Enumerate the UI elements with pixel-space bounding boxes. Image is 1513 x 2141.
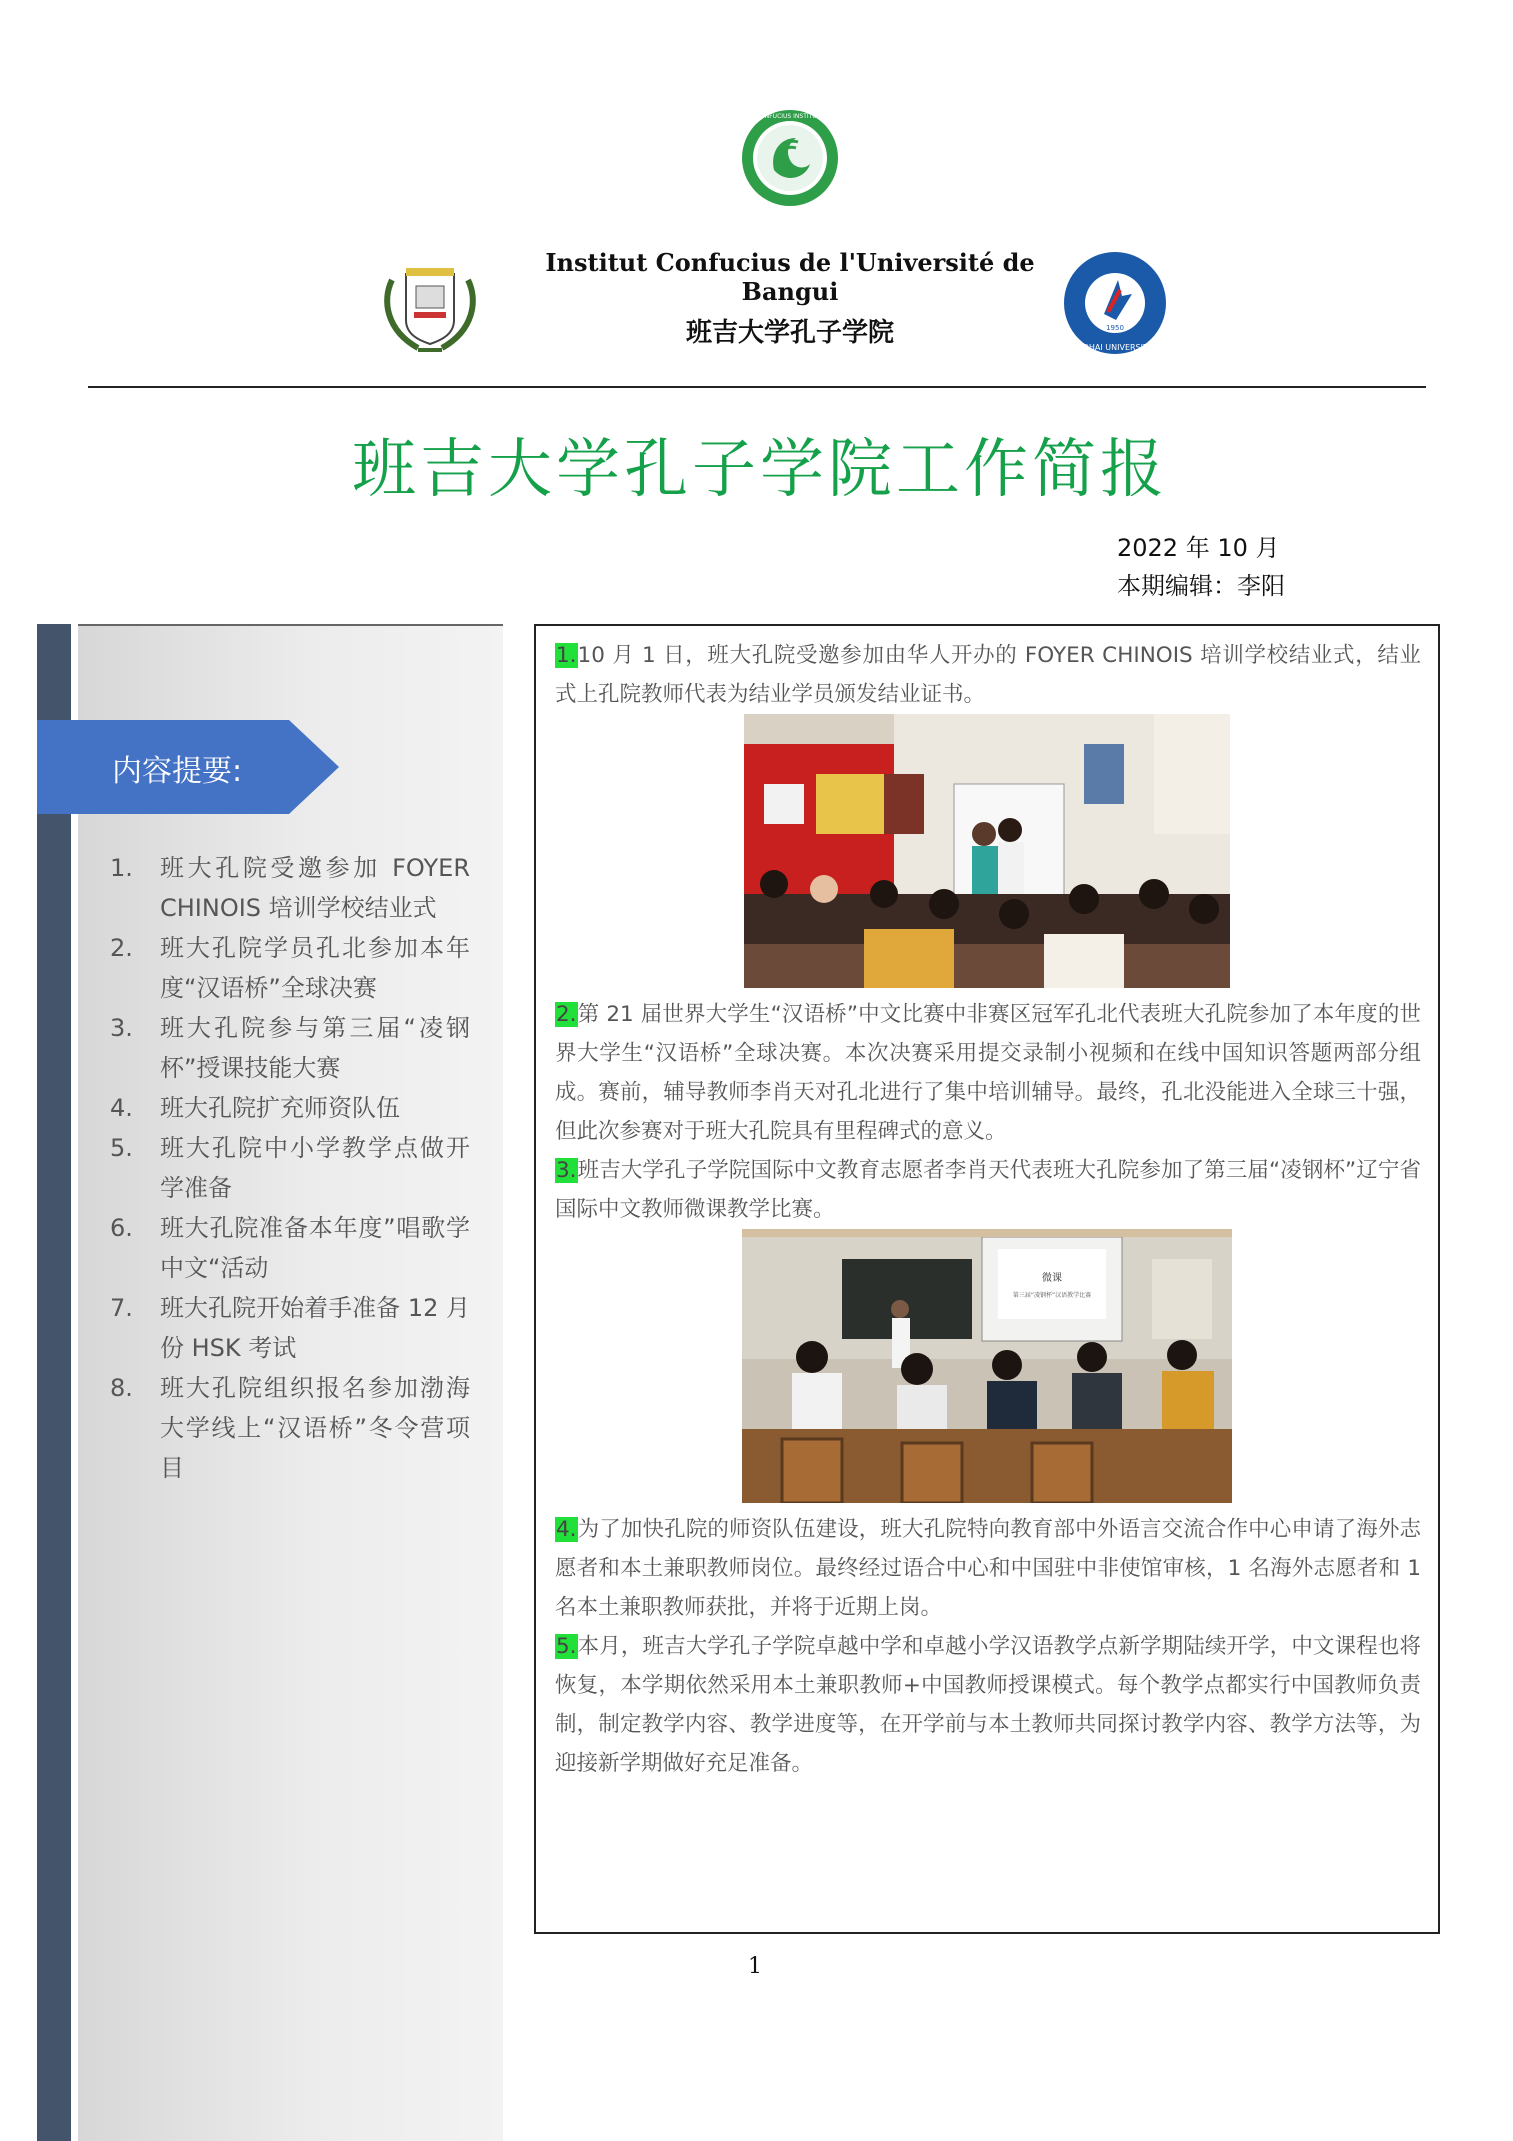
svg-text:CONFUCIUS INSTITUTE: CONFUCIUS INSTITUTE <box>755 113 825 120</box>
toc-item <box>110 1128 470 1208</box>
toc-item-number: 1. <box>110 854 133 882</box>
paragraph-number: 3. <box>556 1158 577 1183</box>
toc-item-number: 5. <box>110 1134 133 1162</box>
toc-item <box>110 848 470 928</box>
issue-editor: 本期编辑：李阳 <box>1117 572 1285 600</box>
toc-title: 内容提要: <box>112 754 243 789</box>
toc-list <box>110 848 470 1488</box>
page-title: 班吉大学孔子学院工作简报 <box>352 433 1168 507</box>
sidebar-top-line <box>78 624 503 626</box>
toc-item <box>110 1088 470 1128</box>
toc-item-number: 6. <box>110 1214 133 1242</box>
toc-item <box>110 1008 470 1088</box>
university-of-bangui-crest <box>378 260 482 356</box>
paragraph-number: 1. <box>556 643 577 668</box>
page-number: 1 <box>748 1954 762 1979</box>
toc-item-number: 7. <box>110 1294 133 1322</box>
paragraph-number: 2. <box>556 1002 577 1027</box>
toc-item <box>110 1288 470 1368</box>
graduation-ceremony-photo <box>744 714 1230 988</box>
institute-name-chinese: 班吉大学孔子学院 <box>685 318 894 348</box>
sidebar-accent-strip <box>37 624 71 2141</box>
toc-item-number: 4. <box>110 1094 133 1122</box>
news-paragraph-2 <box>555 995 1421 1151</box>
toc-item <box>110 1208 470 1288</box>
toc-item-text: 班大孔院组织报名参加渤海大学线上“汉语桥”冬令营项目 <box>160 1374 470 1482</box>
toc-item-text: 班大孔院学员孔北参加本年度“汉语桥”全球决赛 <box>160 934 470 1002</box>
toc-item-text: 班大孔院开始着手准备 12 月份 HSK 考试 <box>160 1294 470 1362</box>
toc-item-number: 2. <box>110 934 133 962</box>
paragraph-text: 第 21 届世界大学生“汉语桥”中文比赛中非赛区冠军孔北代表班大孔院参加了本年度的世界大学生“汉语桥”全球决赛。本次决赛采用提交录制小视频和在线中国知识答题两部分组成。赛前，辅导教师李肖天对孔北进行了集中培训辅导。最终，孔北没能进入全球三十强，但此次参赛对于班大孔院具有里程碑式的意义。 <box>555 1002 1421 1144</box>
paragraph-number: 5. <box>556 1634 577 1659</box>
paragraph-text: 本月，班吉大学孔子学院卓越中学和卓越小学汉语教学点新学期陆续开学，中文课程也将恢复，本学期依然采用本土兼职教师+中国教师授课模式。每个教学点都实行中国教师负责制，制定教学内容、教学进度等，在开学前与本土教师共同探讨教学内容、教学方法等，为迎接新学期做好充足准备。 <box>555 1634 1421 1776</box>
toc-item-number: 8. <box>110 1374 133 1402</box>
institute-name-french: Institut Confucius de l'Université de Bangui <box>545 248 1035 306</box>
svg-text:微课: 微课 <box>1042 1273 1062 1284</box>
svg-text:BOHAI UNIVERSITY: BOHAI UNIVERSITY <box>1077 343 1153 352</box>
micro-lesson-classroom-photo <box>742 1229 1232 1503</box>
news-paragraph-1 <box>555 636 1421 714</box>
bohai-university-logo <box>1062 250 1168 356</box>
toc-item-number: 3. <box>110 1014 133 1042</box>
confucius-institute-logo <box>740 108 840 208</box>
svg-text:第三届“凌钢杯”汉语教学比赛: 第三届“凌钢杯”汉语教学比赛 <box>1012 1292 1092 1299</box>
svg-text:1950: 1950 <box>1106 324 1124 332</box>
toc-item-text: 班大孔院扩充师资队伍 <box>160 1094 400 1122</box>
paragraph-text: 班吉大学孔子学院国际中文教育志愿者李肖天代表班大孔院参加了第三届“凌钢杯”辽宁省国际中文教师微课教学比赛。 <box>555 1158 1421 1222</box>
toc-item <box>110 1368 470 1488</box>
news-paragraph-5 <box>555 1627 1421 1783</box>
paragraph-number: 4. <box>556 1517 577 1542</box>
toc-item-text: 班大孔院准备本年度”唱歌学中文“活动 <box>160 1214 470 1282</box>
news-paragraph-3 <box>555 1151 1421 1229</box>
paragraph-text: 10 月 1 日，班大孔院受邀参加由华人开办的 FOYER CHINOIS 培训学校结业式，结业式上孔院教师代表为结业学员颁发结业证书。 <box>555 643 1421 707</box>
toc-item-text: 班大孔院中小学教学点做开学准备 <box>160 1134 470 1202</box>
news-paragraph-4 <box>555 1510 1421 1627</box>
paragraph-text: 为了加快孔院的师资队伍建设，班大孔院特向教育部中外语言交流合作中心申请了海外志愿者和本土兼职教师岗位。最终经过语合中心和中国驻中非使馆审核，1 名海外志愿者和 1 名本土兼职教师获批，并将于近期上岗。 <box>555 1517 1421 1620</box>
issue-date: 2022 年 10 月 <box>1117 534 1280 562</box>
toc-item <box>110 928 470 1008</box>
toc-item-text: 班大孔院受邀参加 FOYER CHINOIS 培训学校结业式 <box>160 854 470 922</box>
toc-item-text: 班大孔院参与第三届“凌钢杯”授课技能大赛 <box>160 1014 470 1082</box>
header-divider <box>88 386 1426 388</box>
